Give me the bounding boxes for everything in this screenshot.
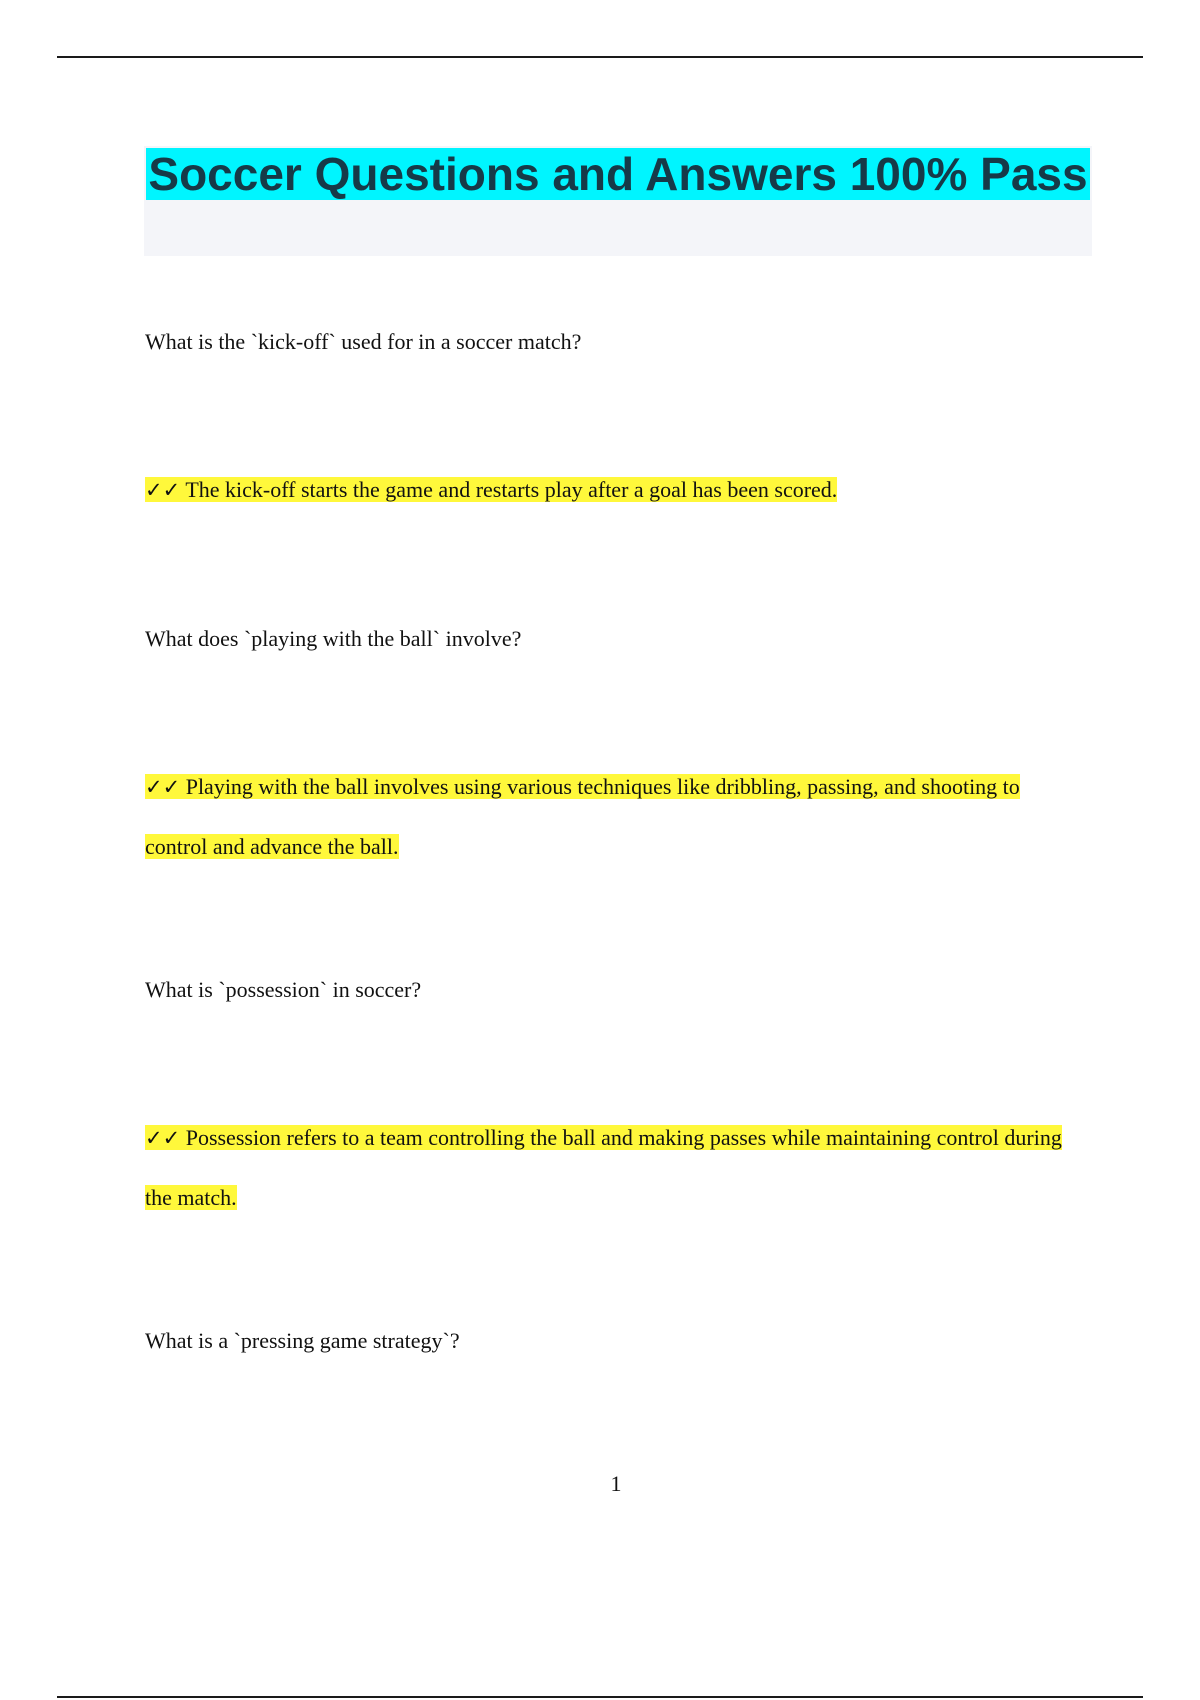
answer-1-highlight	[145, 477, 837, 502]
answer-3	[145, 1108, 1085, 1228]
double-check-icon: ✓✓	[145, 775, 181, 799]
bottom-rule	[57, 1696, 1143, 1698]
double-check-icon: ✓✓	[145, 478, 181, 502]
title-banner	[144, 146, 1092, 256]
answer-3-highlight	[145, 1125, 1062, 1210]
question-3: What is `possession` in soccer?	[145, 977, 422, 1002]
answer-1-text: The kick-off starts the game and restarts play after a goal has been scored.	[185, 477, 838, 502]
question-2: What does `playing with the ball` involve?	[145, 626, 522, 651]
question-4: What is a `pressing game strategy`?	[145, 1328, 460, 1353]
document-title	[144, 146, 1092, 201]
document-title-text: Soccer Questions and Answers 100% Pass	[148, 148, 1088, 200]
answer-2-highlight	[145, 774, 1020, 859]
page-number: 1	[610, 1471, 622, 1496]
answer-1	[145, 460, 1085, 520]
answer-3-text: Possession refers to a team controlling the ball and making passes while maintaining control during the match.	[145, 1125, 1062, 1210]
answer-2-text: Playing with the ball involves using various techniques like dribbling, passing, and shooting to control and advance the ball.	[145, 774, 1020, 859]
question-1: What is the `kick-off` used for in a soccer match?	[145, 329, 582, 354]
double-check-icon: ✓✓	[145, 1126, 181, 1150]
answer-2	[145, 757, 1085, 877]
top-rule	[57, 56, 1143, 58]
